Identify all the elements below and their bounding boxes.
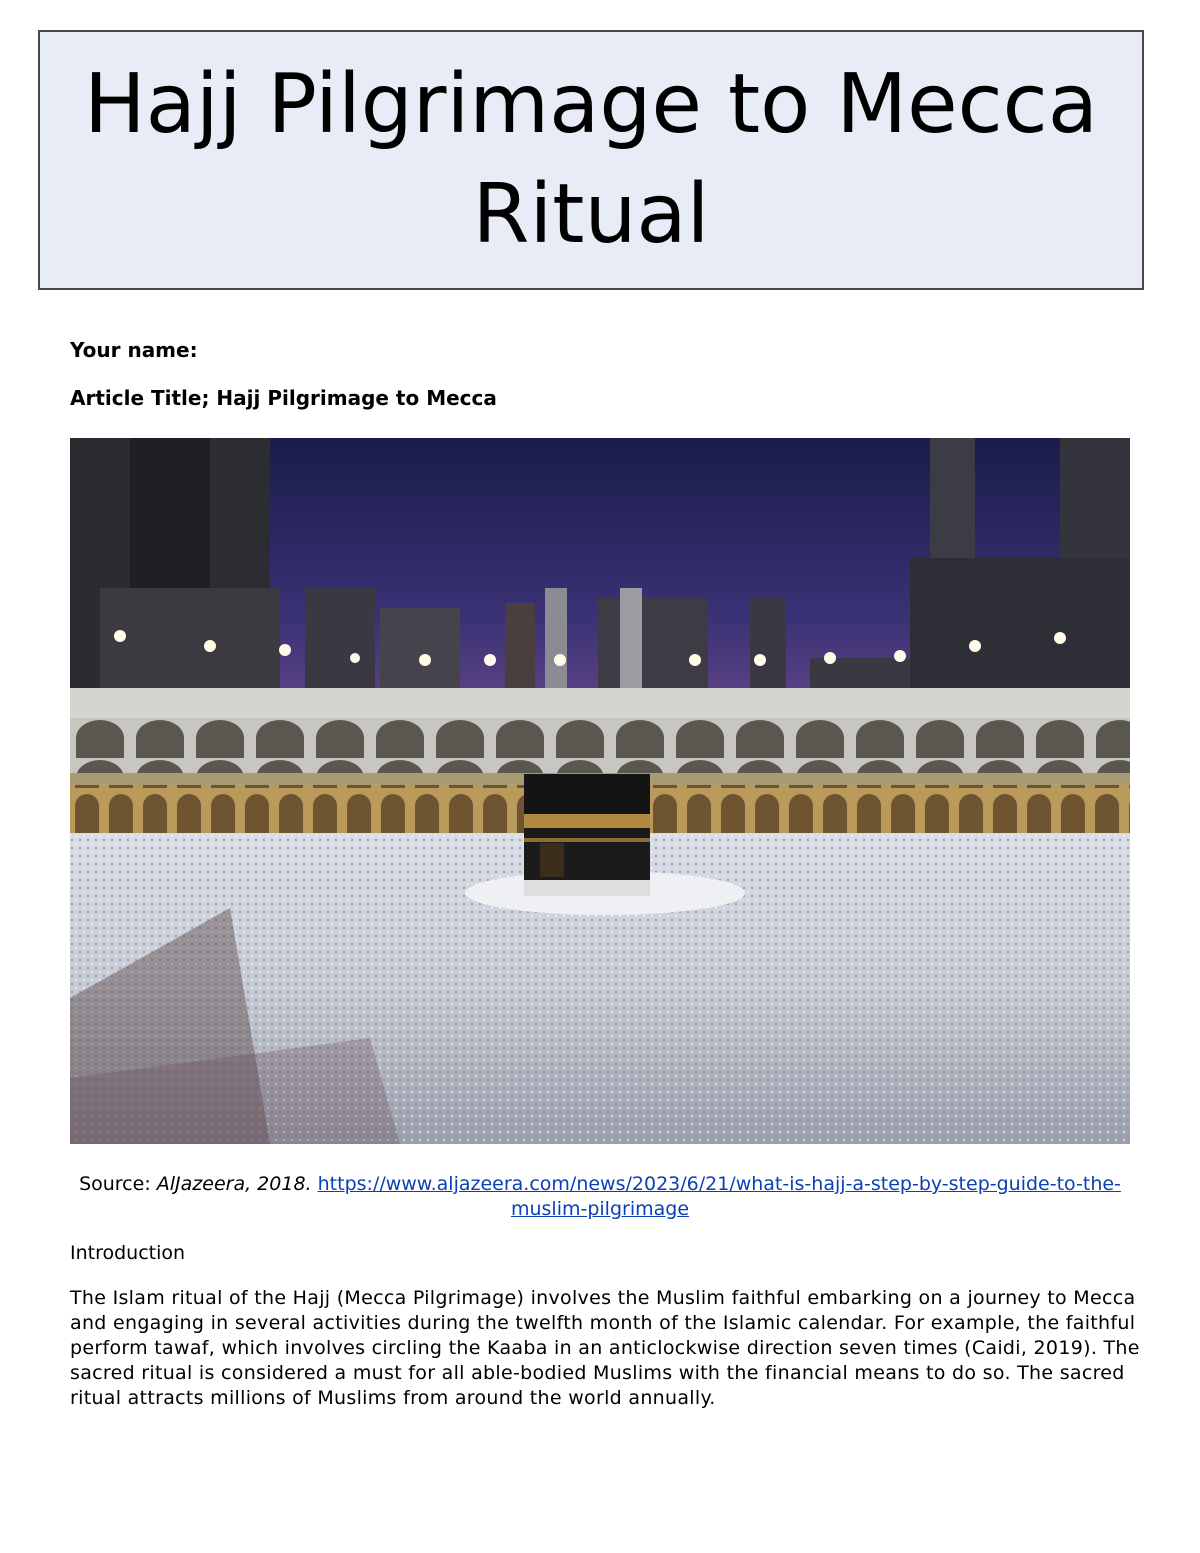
source-link[interactable]: https://www.aljazeera.com/news/2023/6/21/what-is-hajj-a-step-by-step-guide-to-the-muslim-pilgrimage bbox=[317, 1173, 1121, 1220]
source-label: Source: bbox=[79, 1173, 157, 1195]
your-name-label: Your name: bbox=[70, 338, 198, 362]
article-title-label: Article Title; Hajj Pilgrimage to Mecca bbox=[70, 386, 497, 410]
kaaba-photo bbox=[70, 438, 1130, 1144]
title-banner bbox=[38, 30, 1144, 290]
introduction-paragraph: The Islam ritual of the Hajj (Mecca Pilgrimage) involves the Muslim faithful embarking on a journey to Mecca and engaging in several activities during the twelfth month of the Islamic calendar. For example, the faithful perform tawaf, which involves circling the Kaaba in an anticlockwise direction seven times (Caidi, 2019). The sacred ritual is considered a must for all able-bodied Muslims with the financial means to do so. The sacred ritual attracts millions of Muslims from around the world annually. bbox=[70, 1287, 1140, 1409]
page-title: Hajj Pilgrimage to Mecca Ritual bbox=[84, 57, 1098, 262]
image-source-caption bbox=[70, 1172, 1130, 1222]
source-citation: AlJazeera, 2018. bbox=[156, 1173, 312, 1195]
introduction-heading: Introduction bbox=[70, 1242, 186, 1264]
